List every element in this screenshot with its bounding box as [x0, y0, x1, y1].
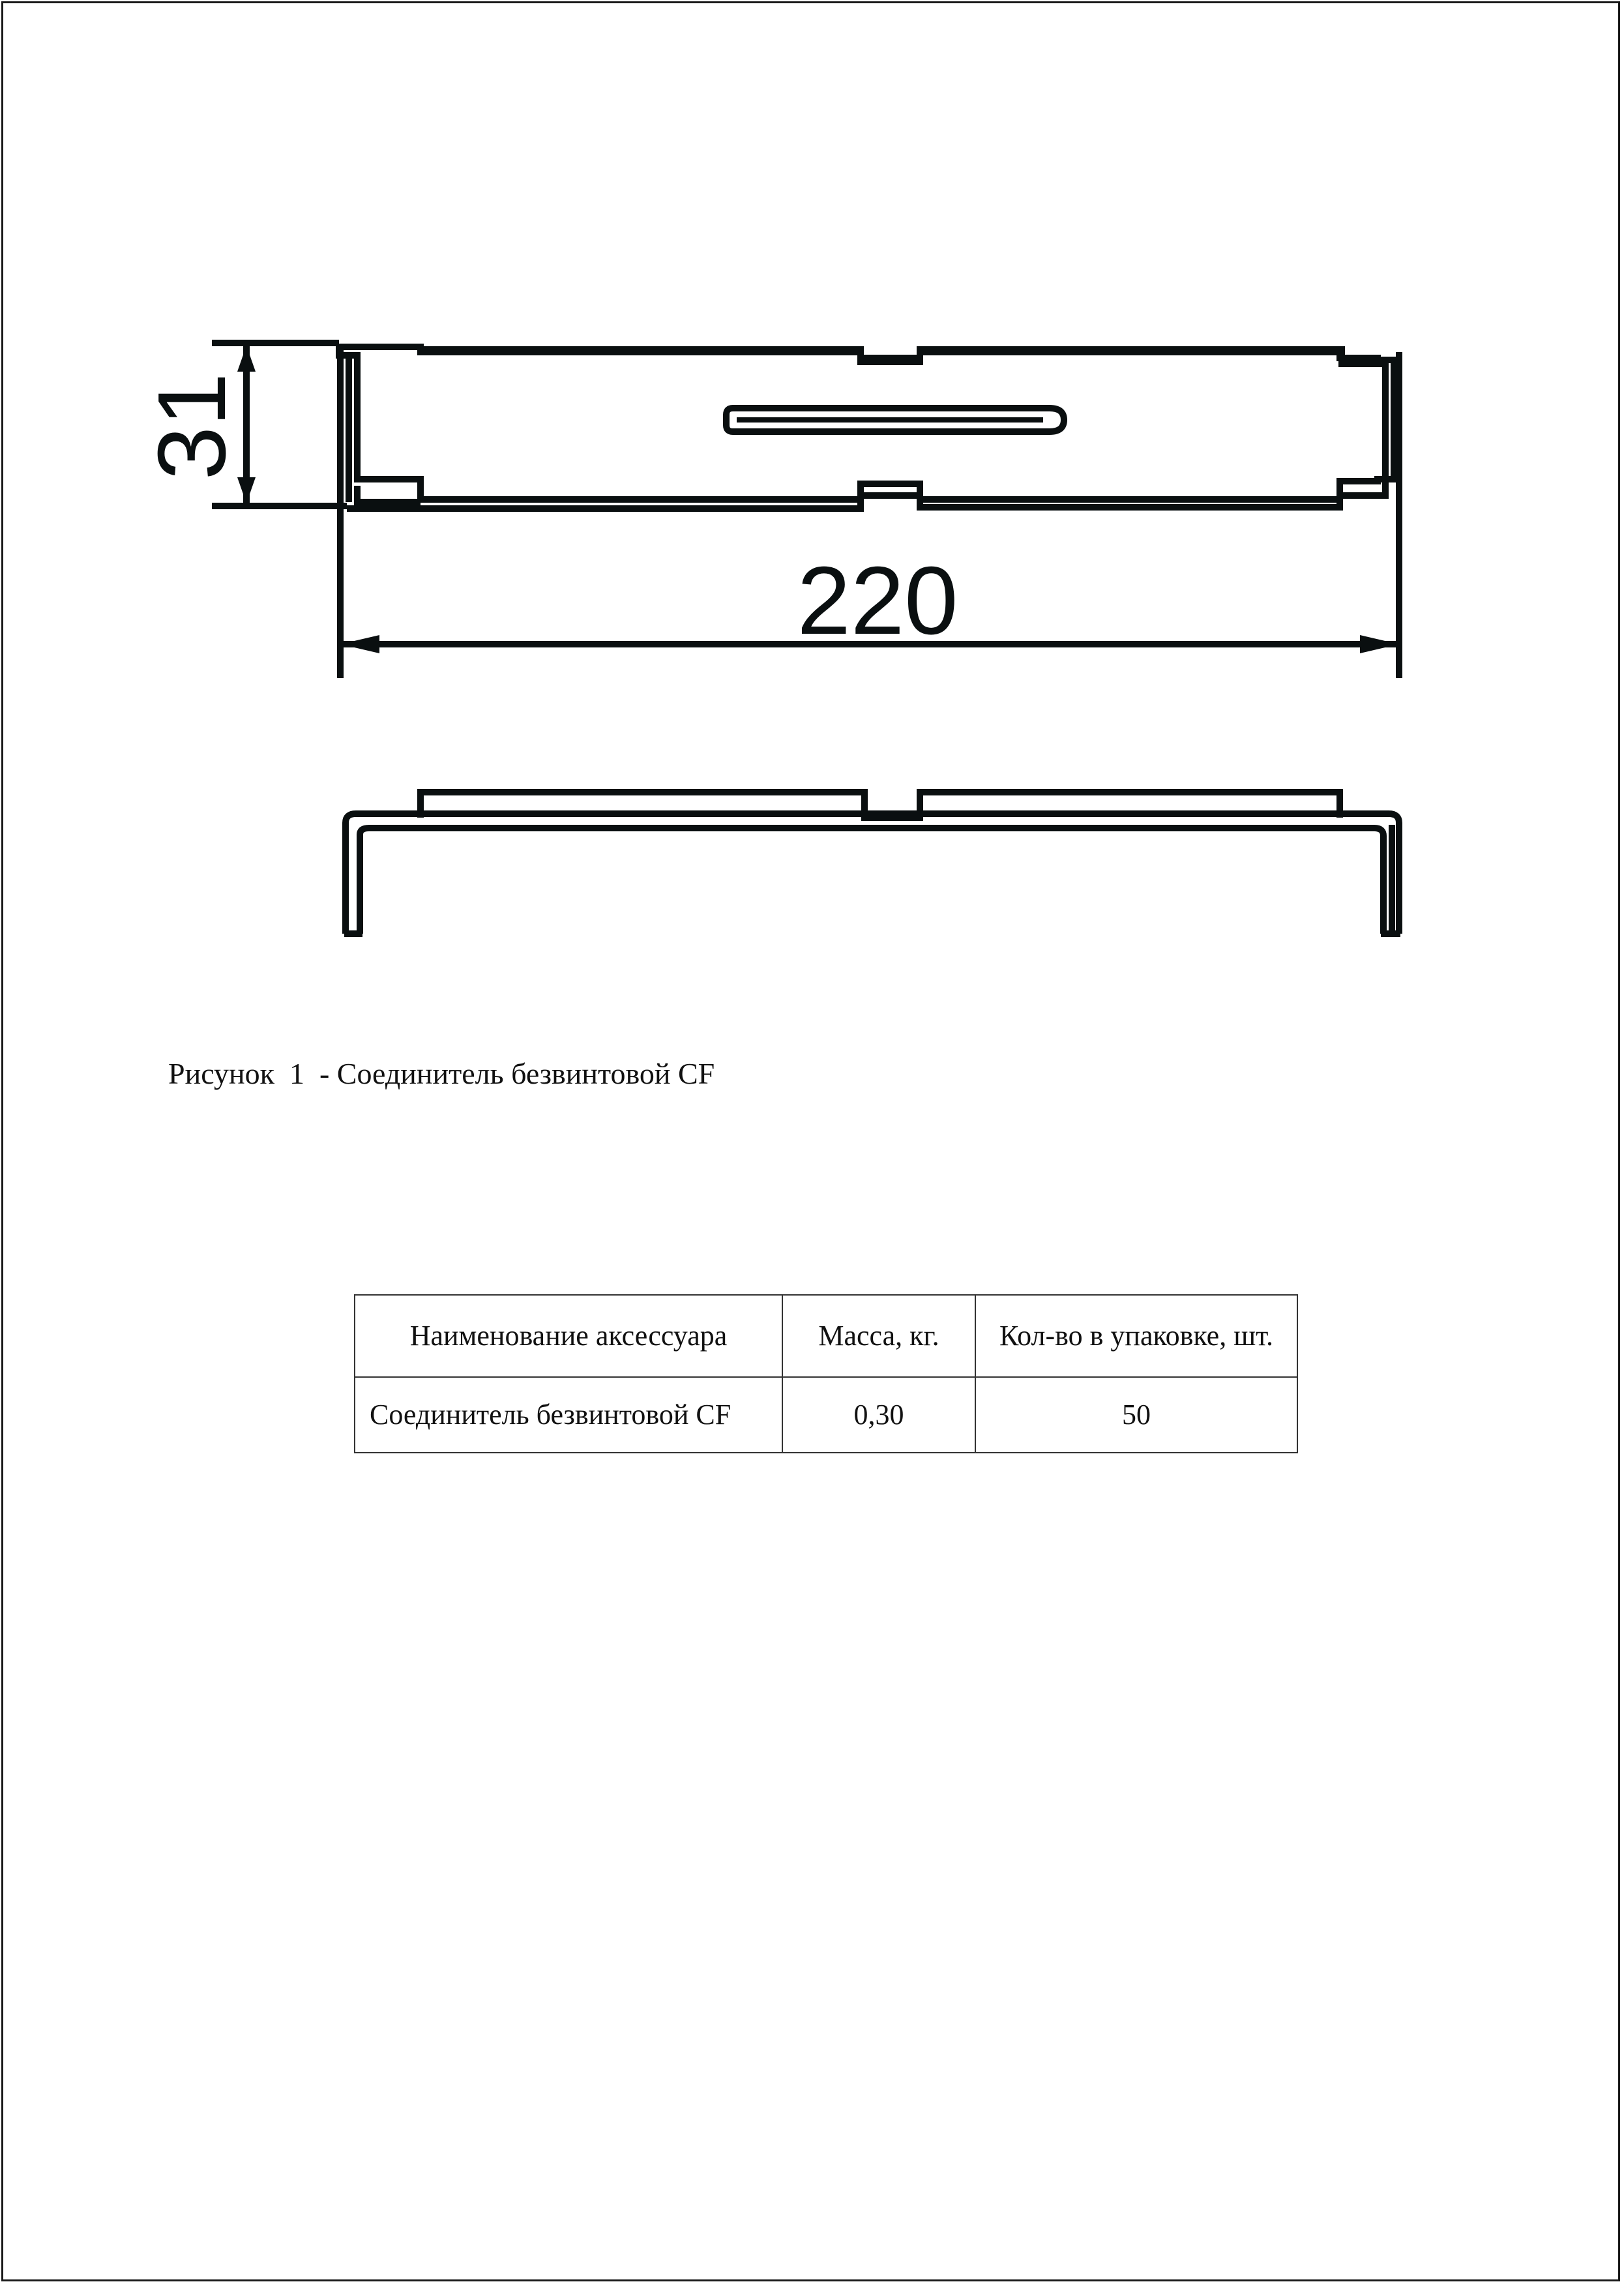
- top-view-outline: [339, 347, 1398, 499]
- header-mass: Масса, кг.: [782, 1295, 975, 1377]
- cell-package-qty: 50: [975, 1377, 1297, 1453]
- caption-number: 1: [289, 1057, 304, 1090]
- header-package-qty: Кол-во в упаковке, шт.: [975, 1295, 1297, 1377]
- figure-caption: [168, 1056, 715, 1091]
- technical-drawing: [0, 0, 1624, 978]
- side-view-outer: [346, 814, 1399, 934]
- header-accessory-name: Наименование аксессуара: [355, 1295, 782, 1377]
- dim-length-value: 220: [797, 547, 958, 655]
- accessory-table: [354, 1294, 1298, 1453]
- caption-prefix: Рисунок: [168, 1057, 274, 1090]
- cell-mass: 0,30: [782, 1377, 975, 1453]
- caption-text: - Соединитель безвинтовой CF: [319, 1057, 715, 1090]
- table-header-row: [355, 1295, 1297, 1377]
- side-view-inner: [360, 828, 1383, 934]
- table-row: [355, 1377, 1297, 1453]
- dim-height-value: 31: [138, 372, 246, 481]
- cell-accessory-name: Соединитель безвинтовой CF: [355, 1377, 782, 1453]
